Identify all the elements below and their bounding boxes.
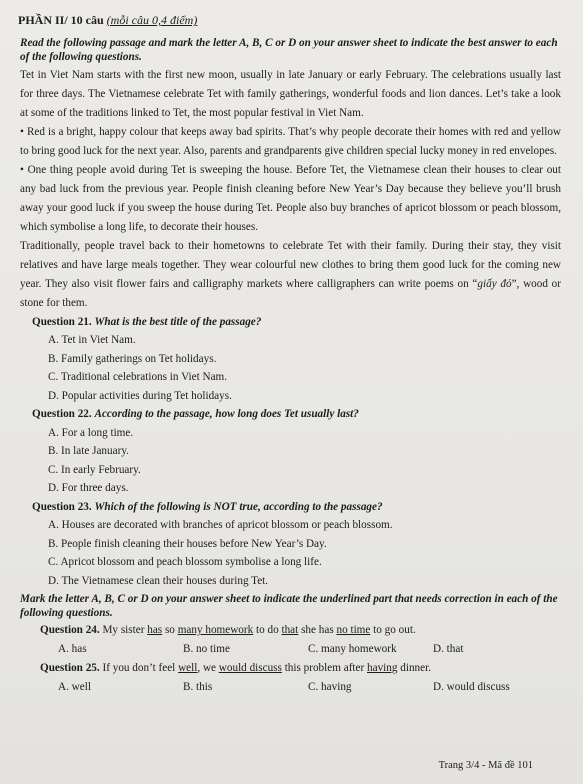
q25-option-c[interactable]: C. having — [308, 680, 352, 693]
q23-option-a[interactable]: A. Houses are decorated with branches of apricot blossom or peach blossom. — [48, 519, 393, 532]
question-25: Question 25. If you don’t feel well, we would discuss this problem after having dinner. — [40, 661, 432, 674]
q24-options — [58, 640, 561, 658]
question-24: Question 24. My sister has so many homework to do that she has no time to go out. — [40, 624, 416, 637]
q24-option-b[interactable]: B. no time — [183, 642, 230, 655]
q23-option-b[interactable]: B. People finish cleaning their houses before New Year’s Day. — [48, 537, 327, 550]
q23-option-d[interactable]: D. The Vietnamese clean their houses during Tet. — [48, 574, 269, 587]
italic-term: giấy đỏ — [477, 277, 512, 290]
q21-option-d[interactable]: D. Popular activities during Tet holidays. — [48, 389, 232, 402]
q24-option-c[interactable]: C. many homework — [308, 642, 397, 655]
question-22: Question 22. According to the passage, how long does Tet usually last? — [32, 408, 359, 421]
instruction-correction: Mark the letter A, B, C or D on your answer sheet to indicate the underlined part that needs correction in each of the following questions. — [20, 593, 558, 620]
q21-option-a[interactable]: A. Tet in Viet Nam. — [48, 334, 136, 347]
q22-option-b[interactable]: B. In late January. — [48, 445, 129, 458]
q25-options — [58, 678, 561, 696]
passage-paragraph-1: Tet in Viet Nam starts with the first new moon, usually in late January or early February. The celebrations usually last for three days. The Vietnamese celebrate Tet with family gatherings, wonderful foods and lion dances. Let’s take a look at some of the traditions linked to Tet, the most popular festival in Viet Nam. — [20, 68, 561, 119]
passage-paragraph-4: Traditionally, people travel back to their hometowns to celebrate Tet with their family. During their stay, they visit relatives and have large meals together. They wear colourful new clothes to bring them good luck for the coming new year. They also visit flower fairs and calligraphy markets where calligraphers can write poems on “giấy đỏ”, wood or stone for them. — [20, 239, 561, 309]
part-title: PHẦN II/ 10 câu (mỗi câu 0,4 điểm) — [18, 13, 198, 27]
q25-option-b[interactable]: B. this — [183, 680, 213, 693]
instruction-reading: Read the following passage and mark the letter A, B, C or D on your answer sheet to indicate the best answer to each of the following questions. — [20, 36, 558, 63]
page-footer: Trang 3/4 - Mã đề 101 — [438, 760, 533, 771]
passage-paragraph-3: • One thing people avoid during Tet is sweeping the house. Before Tet, the Vietnamese clean their houses to clear out any bad luck from the previous year. People finish cleaning before New Year’s Day because they believe you’ll brush away your good luck if you sweep the house during Tet. People also buy branches of apricot blossom or peach blossom, which symbolise a long life, to decorate their houses. — [20, 163, 561, 233]
q25-option-d[interactable]: D. would discuss — [433, 680, 510, 693]
q22-option-c[interactable]: C. In early February. — [48, 463, 141, 476]
q23-option-c[interactable]: C. Apricot blossom and peach blossom symbolise a long life. — [48, 556, 322, 569]
part-note: (mỗi câu 0,4 điểm) — [106, 13, 198, 27]
q21-option-b[interactable]: B. Family gatherings on Tet holidays. — [48, 352, 217, 365]
q24-option-a[interactable]: A. has — [58, 642, 87, 655]
q25-option-a[interactable]: A. well — [58, 680, 91, 693]
passage-paragraph-2: • Red is a bright, happy colour that keeps away bad spirits. That’s why people decorate their homes with red and yellow to bring good luck for the next year. Also, parents and grandparents give children special lucky money in red envelopes. — [20, 125, 561, 157]
q24-option-d[interactable]: D. that — [433, 642, 464, 655]
q21-option-c[interactable]: C. Traditional celebrations in Viet Nam. — [48, 371, 228, 384]
q22-option-d[interactable]: D. For three days. — [48, 482, 129, 495]
question-21: Question 21. What is the best title of the passage? — [32, 315, 262, 328]
q22-option-a[interactable]: A. For a long time. — [48, 426, 134, 439]
question-23: Question 23. Which of the following is NOT true, according to the passage? — [32, 500, 383, 513]
